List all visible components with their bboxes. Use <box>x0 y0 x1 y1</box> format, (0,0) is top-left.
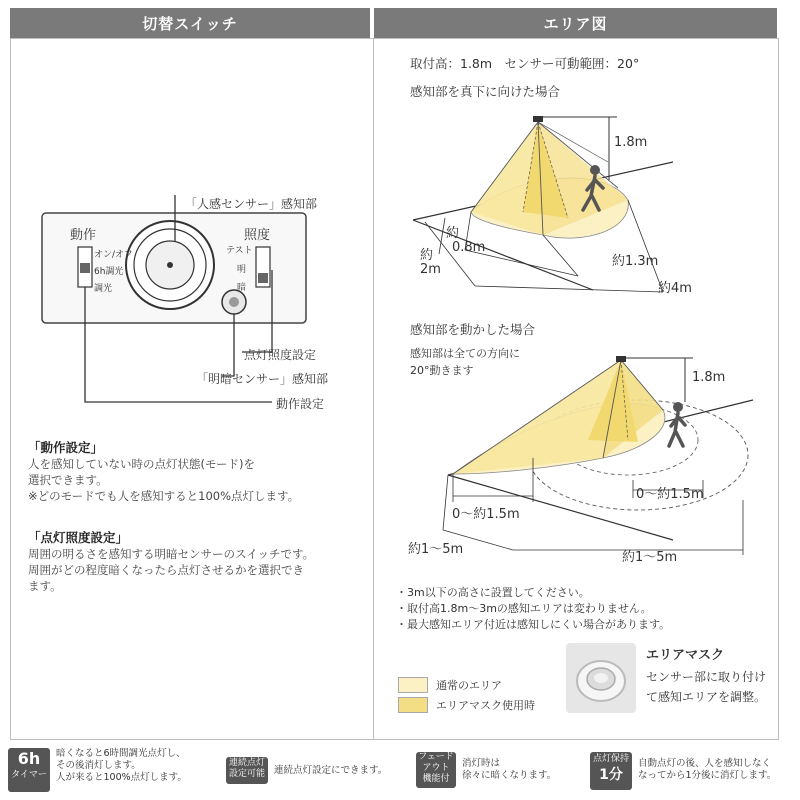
motion-setting-block <box>28 440 368 504</box>
legend-normal-swatch <box>398 677 428 693</box>
down-approx-a: 約 <box>446 226 460 241</box>
hold-badge-line2: 1分 <box>599 767 623 783</box>
down-dim-d: 約4m <box>658 281 692 296</box>
fadeout-badge <box>416 752 456 788</box>
continuous-badge <box>226 757 268 784</box>
lux-setting-title: 「点灯照度設定」 <box>28 530 129 545</box>
area-mask-title: エリアマスク <box>646 648 725 663</box>
legend-mask-swatch <box>398 697 428 713</box>
spec-text: 取付高：1.8m センサー可動範囲：20° <box>410 56 640 71</box>
note-3: ・最大感知エリア付近は感知しにくい場合があります。 <box>396 618 671 631</box>
down-val-a: 0.8m <box>452 240 486 255</box>
lux-test: テスト <box>226 246 253 256</box>
area-mask-ring-icon <box>566 643 636 713</box>
hold-badge <box>590 752 632 790</box>
note-1: ・3m以下の高さに設置してください。 <box>396 586 590 599</box>
down-height-label: 1.8m <box>614 135 648 150</box>
lux-dark: 暗 <box>237 283 247 293</box>
legend-normal-label: 通常のエリア <box>436 679 502 692</box>
area-mask-photo <box>566 643 636 713</box>
moved-dim-c: 約1～5m <box>408 542 464 557</box>
footer-text-4-line2: なってから1分後に消灯します。 <box>638 770 777 781</box>
moved-note-2: 20°動きます <box>410 364 474 377</box>
mode-6h: 6h調光 <box>94 267 124 277</box>
down-title: 感知部を真下に向けた場合 <box>410 84 561 99</box>
fadeout-badge-line2: アウト <box>422 763 450 773</box>
area-mask-line-1: センサー部に取り付け <box>646 670 767 684</box>
footer-text-1 <box>56 748 187 784</box>
motion-line-2: 選択できます。 <box>28 473 108 487</box>
lux-label: 照度 <box>244 228 271 243</box>
down-approx-b: 約 <box>420 248 434 263</box>
footer-text-4 <box>638 758 776 782</box>
lux-bright: 明 <box>237 265 247 275</box>
callout-human-sensor: 「人感センサー」感知部 <box>185 197 318 211</box>
note-2: ・取付高1.8m～3mの感知エリアは変わりません。 <box>396 602 652 615</box>
callout-lux-setting: 点灯照度設定 <box>244 348 317 362</box>
footer-text-1-line3: 人が来ると100%点灯します。 <box>56 772 187 783</box>
continuous-badge-line1: 連続点灯 <box>228 758 265 768</box>
legend-mask-label: エリアマスク使用時 <box>436 699 535 712</box>
hold-badge-line1: 点灯保持 <box>592 754 629 764</box>
callout-motion-setting: 動作設定 <box>276 397 325 411</box>
area-header: エリア図 <box>374 8 777 38</box>
motion-setting-title: 「動作設定」 <box>28 440 104 455</box>
down-val-b: 2m <box>420 262 441 277</box>
callout-brightness-sensor: 「明暗センサー」感知部 <box>196 372 329 386</box>
motion-label: 動作 <box>70 228 97 243</box>
timer-badge <box>8 748 50 792</box>
motion-line-1: 人を感知していない時の点灯状態(モード)を <box>28 457 256 471</box>
mode-dim: 調光 <box>94 284 113 294</box>
motion-line-3: ※どのモードでも人を感知すると100%点灯します。 <box>28 489 300 503</box>
moved-dim-a: 0～約1.5m <box>636 487 704 502</box>
footer-text-4-line1: 自動点灯の後、人を感知しなく <box>638 758 772 769</box>
moved-dim-d: 約1～5m <box>622 550 678 565</box>
footer-text-1-line1: 暗くなると6時間調光点灯し、 <box>56 748 186 759</box>
footer-text-3-line1: 消灯時は <box>462 758 501 769</box>
footer-text-1-line2: その後消灯します。 <box>56 760 141 771</box>
footer-text-3-line2: 徐々に暗くなります。 <box>462 770 557 781</box>
area-mask-line-2: て感知エリアを調整。 <box>646 690 767 704</box>
fadeout-badge-line3: 機能付 <box>422 774 450 784</box>
lux-line-1: 周囲の明るさを感知する明暗センサーのスイッチです。 <box>28 547 315 561</box>
footer-text-3 <box>462 758 556 782</box>
moved-note-1: 感知部は全ての方向に <box>410 347 520 360</box>
lux-line-3: ます。 <box>28 579 62 593</box>
timer-badge-bottom: タイマー <box>11 770 47 780</box>
down-dim-c: 約1.3m <box>612 254 659 269</box>
lux-line-2: 周囲がどの程度暗くなったら点灯させるかを選択でき <box>28 563 304 577</box>
switch-header: 切替スイッチ <box>10 8 370 38</box>
fadeout-badge-line1: フェード <box>418 752 454 762</box>
moved-title: 感知部を動かした場合 <box>410 322 536 337</box>
lux-setting-block <box>28 530 368 594</box>
continuous-badge-line2: 設定可能 <box>228 769 265 779</box>
timer-badge-top: 6h <box>17 749 41 768</box>
footer-text-2: 連続点灯設定にできます。 <box>274 765 388 776</box>
mode-onoff: オン/オフ <box>94 250 133 260</box>
moved-height-label: 1.8m <box>692 370 726 385</box>
moved-dim-b: 0～約1.5m <box>452 507 520 522</box>
